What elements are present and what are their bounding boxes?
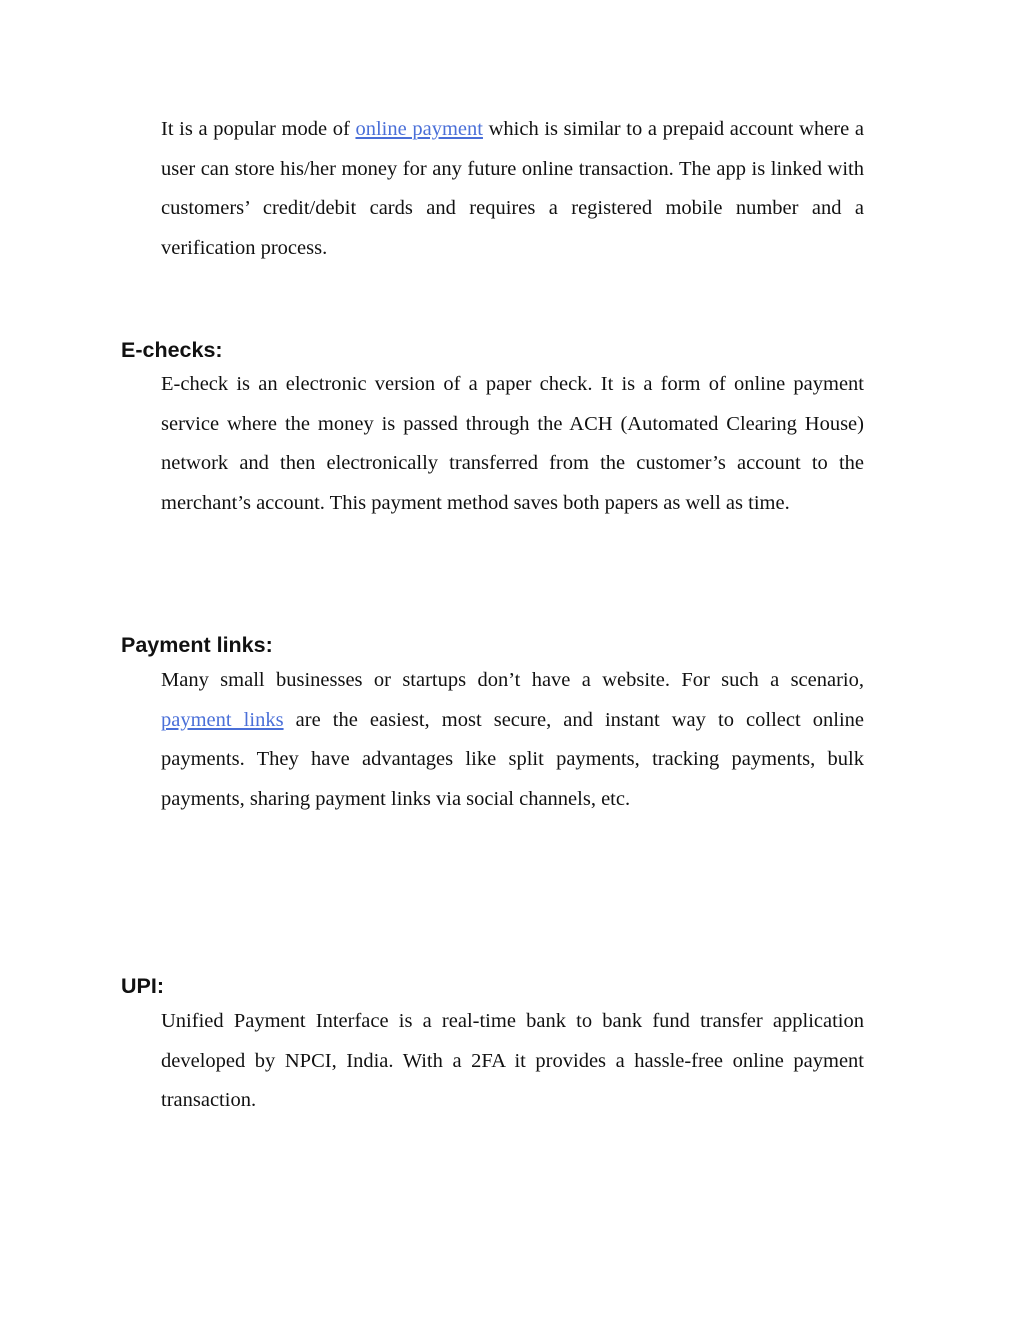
intro-text-before-link: It is a popular mode of [161, 118, 356, 140]
payment-links-link[interactable]: payment links [161, 708, 284, 731]
payment-links-text-after-link: are the easiest, most secure, and instant way to collect online payments. They have advantages like split payments, tracking payments, bulk payments, sharing payment links via social channels, etc. [161, 708, 864, 810]
echecks-paragraph: E-check is an electronic version of a paper check. It is a form of online payment service where the money is passed through the ACH (Automated Clearing House) network and then electronically transferred from the customer’s account to the merchant’s account. This payment method saves both papers as well as time. [161, 373, 864, 514]
intro-text-after-link: which is similar to a prepaid account where a user can store his/her money for any future online transaction. The app is linked with customers’ credit/debit cards and requires a registered mobile number and a verification process. [161, 118, 864, 259]
payment-links-heading: Payment links: [121, 633, 273, 657]
online-payment-link[interactable]: online payment [355, 118, 483, 140]
payment-links-text-before-link: Many small businesses or startups don’t have a website. For such a scenario, [161, 669, 864, 691]
echecks-heading: E-checks: [121, 338, 223, 362]
payment-links-paragraph [161, 661, 864, 819]
intro-paragraph [161, 110, 864, 268]
upi-heading: UPI: [121, 974, 164, 998]
upi-paragraph: Unified Payment Interface is a real-time bank to bank fund transfer application developed by NPCI, India. With a 2FA it provides a hassle-free online payment transaction. [161, 1010, 864, 1112]
